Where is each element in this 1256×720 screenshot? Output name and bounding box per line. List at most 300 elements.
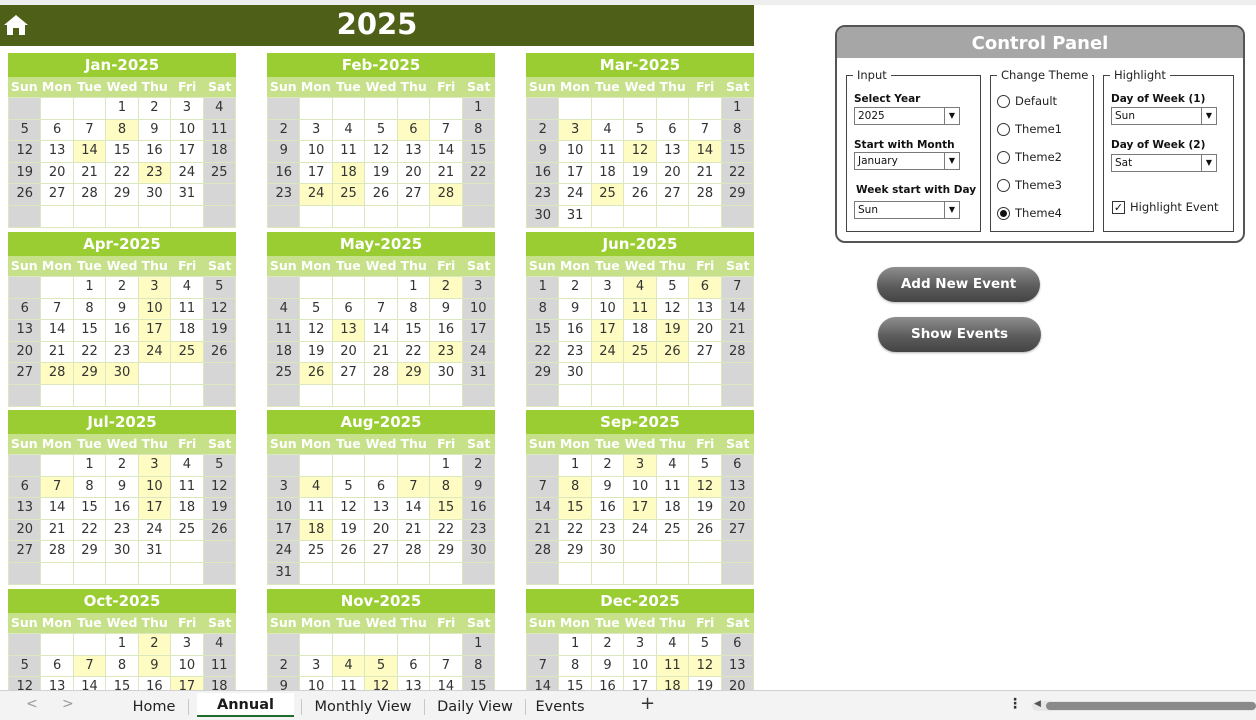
day-cell[interactable]: 26: [300, 363, 332, 385]
empty-day-cell[interactable]: [139, 385, 171, 407]
day-cell[interactable]: 11: [657, 656, 689, 678]
day-cell[interactable]: 13: [689, 299, 721, 321]
day-cell[interactable]: 26: [204, 342, 236, 364]
empty-day-cell[interactable]: [365, 634, 397, 656]
day-cell[interactable]: 6: [9, 477, 41, 499]
day-cell[interactable]: 9: [430, 299, 462, 321]
day-cell[interactable]: 15: [398, 320, 430, 342]
day-cell[interactable]: 11: [624, 299, 656, 321]
day-cell[interactable]: 2: [463, 455, 495, 477]
day-cell[interactable]: 6: [722, 634, 754, 656]
chevron-right-icon[interactable]: >: [62, 696, 74, 712]
day-cell[interactable]: 4: [333, 120, 365, 142]
empty-day-cell[interactable]: [41, 206, 73, 228]
day-cell[interactable]: 17: [624, 498, 656, 520]
empty-day-cell[interactable]: [592, 98, 624, 120]
empty-day-cell[interactable]: [333, 634, 365, 656]
day-cell[interactable]: 23: [268, 184, 300, 206]
day-cell[interactable]: 30: [106, 363, 138, 385]
empty-day-cell[interactable]: [9, 385, 41, 407]
empty-day-cell[interactable]: [41, 634, 73, 656]
empty-day-cell[interactable]: [300, 206, 332, 228]
empty-day-cell[interactable]: [9, 206, 41, 228]
day-cell[interactable]: 11: [268, 320, 300, 342]
empty-day-cell[interactable]: [171, 541, 203, 563]
day-cell[interactable]: 20: [9, 520, 41, 542]
empty-day-cell[interactable]: [592, 563, 624, 585]
day-cell[interactable]: 22: [559, 520, 591, 542]
day-cell[interactable]: 12: [365, 141, 397, 163]
day-cell[interactable]: 1: [463, 98, 495, 120]
day-cell[interactable]: 11: [300, 498, 332, 520]
empty-day-cell[interactable]: [722, 385, 754, 407]
day-cell[interactable]: 26: [657, 342, 689, 364]
empty-day-cell[interactable]: [204, 206, 236, 228]
day-cell[interactable]: 7: [74, 120, 106, 142]
empty-day-cell[interactable]: [204, 184, 236, 206]
day-cell[interactable]: 15: [559, 498, 591, 520]
day-cell[interactable]: 22: [722, 163, 754, 185]
day-cell[interactable]: 24: [171, 163, 203, 185]
day-cell[interactable]: 21: [74, 163, 106, 185]
day-cell[interactable]: 3: [171, 634, 203, 656]
day-cell[interactable]: 12: [365, 677, 397, 690]
empty-day-cell[interactable]: [365, 455, 397, 477]
day-cell[interactable]: 15: [74, 498, 106, 520]
day-cell[interactable]: 9: [139, 656, 171, 678]
day-cell[interactable]: 4: [592, 120, 624, 142]
empty-day-cell[interactable]: [41, 277, 73, 299]
day-cell[interactable]: 10: [171, 656, 203, 678]
empty-day-cell[interactable]: [559, 563, 591, 585]
day-cell[interactable]: 11: [592, 141, 624, 163]
day-cell[interactable]: 20: [657, 163, 689, 185]
empty-day-cell[interactable]: [41, 563, 73, 585]
empty-day-cell[interactable]: [171, 385, 203, 407]
day-cell[interactable]: 19: [624, 163, 656, 185]
day-cell[interactable]: 5: [624, 120, 656, 142]
empty-day-cell[interactable]: [139, 206, 171, 228]
day-cell[interactable]: 26: [9, 184, 41, 206]
day-cell[interactable]: 29: [722, 184, 754, 206]
empty-day-cell[interactable]: [204, 563, 236, 585]
day-cell[interactable]: 31: [171, 184, 203, 206]
empty-day-cell[interactable]: [430, 98, 462, 120]
day-cell[interactable]: 16: [106, 320, 138, 342]
empty-day-cell[interactable]: [74, 98, 106, 120]
empty-day-cell[interactable]: [74, 385, 106, 407]
day-cell[interactable]: 29: [398, 363, 430, 385]
empty-day-cell[interactable]: [398, 206, 430, 228]
empty-day-cell[interactable]: [398, 634, 430, 656]
day-cell[interactable]: 26: [689, 520, 721, 542]
empty-day-cell[interactable]: [204, 363, 236, 385]
day-cell[interactable]: 14: [430, 141, 462, 163]
day-cell[interactable]: 10: [300, 677, 332, 690]
empty-day-cell[interactable]: [300, 634, 332, 656]
day-cell[interactable]: 12: [624, 141, 656, 163]
day-cell[interactable]: 20: [398, 163, 430, 185]
day-cell[interactable]: 23: [430, 342, 462, 364]
day-cell[interactable]: 26: [204, 520, 236, 542]
empty-day-cell[interactable]: [463, 563, 495, 585]
day-cell[interactable]: 28: [41, 363, 73, 385]
empty-day-cell[interactable]: [268, 98, 300, 120]
day-cell[interactable]: 16: [527, 163, 559, 185]
day-cell[interactable]: 30: [592, 541, 624, 563]
day-cell[interactable]: 2: [592, 634, 624, 656]
day-cell[interactable]: 10: [592, 299, 624, 321]
day-cell[interactable]: 14: [689, 141, 721, 163]
day-cell[interactable]: 20: [365, 520, 397, 542]
day-cell[interactable]: 13: [41, 677, 73, 690]
empty-day-cell[interactable]: [527, 385, 559, 407]
day-cell[interactable]: 1: [527, 277, 559, 299]
day-cell[interactable]: 12: [9, 141, 41, 163]
day-cell[interactable]: 5: [657, 277, 689, 299]
day-cell[interactable]: 11: [333, 677, 365, 690]
day-cell[interactable]: 10: [139, 477, 171, 499]
day-cell[interactable]: 16: [106, 498, 138, 520]
day-cell[interactable]: 5: [333, 477, 365, 499]
day-cell[interactable]: 14: [74, 141, 106, 163]
day-cell[interactable]: 28: [398, 541, 430, 563]
day-cell[interactable]: 23: [559, 342, 591, 364]
day-cell[interactable]: 16: [430, 320, 462, 342]
day-cell[interactable]: 23: [592, 520, 624, 542]
day-cell[interactable]: 11: [657, 477, 689, 499]
day-cell[interactable]: 12: [204, 477, 236, 499]
day-cell[interactable]: 4: [657, 455, 689, 477]
day-cell[interactable]: 9: [559, 299, 591, 321]
empty-day-cell[interactable]: [204, 541, 236, 563]
day-cell[interactable]: 3: [463, 277, 495, 299]
empty-day-cell[interactable]: [689, 206, 721, 228]
day-cell[interactable]: 3: [624, 634, 656, 656]
scroll-left-icon[interactable]: ◀: [1034, 699, 1041, 709]
day-cell[interactable]: 3: [624, 455, 656, 477]
day-cell[interactable]: 10: [139, 299, 171, 321]
day-cell[interactable]: 2: [527, 120, 559, 142]
day-cell[interactable]: 16: [139, 677, 171, 690]
day-cell[interactable]: 9: [139, 120, 171, 142]
day-cell[interactable]: 11: [171, 299, 203, 321]
day-cell[interactable]: 14: [74, 677, 106, 690]
day-cell[interactable]: 17: [592, 320, 624, 342]
day-cell[interactable]: 7: [74, 656, 106, 678]
day-cell[interactable]: 25: [171, 520, 203, 542]
day-cell[interactable]: 6: [365, 477, 397, 499]
day-cell[interactable]: 23: [527, 184, 559, 206]
empty-day-cell[interactable]: [527, 634, 559, 656]
day-cell[interactable]: 4: [268, 299, 300, 321]
day-cell[interactable]: 27: [689, 342, 721, 364]
empty-day-cell[interactable]: [9, 634, 41, 656]
empty-day-cell[interactable]: [9, 455, 41, 477]
day-cell[interactable]: 2: [592, 455, 624, 477]
day-cell[interactable]: 6: [657, 120, 689, 142]
show-events-button[interactable]: Show Events: [878, 317, 1041, 352]
empty-day-cell[interactable]: [333, 98, 365, 120]
day-cell[interactable]: 29: [527, 363, 559, 385]
empty-day-cell[interactable]: [41, 98, 73, 120]
day-cell[interactable]: 21: [398, 520, 430, 542]
day-cell[interactable]: 2: [559, 277, 591, 299]
empty-day-cell[interactable]: [333, 206, 365, 228]
select-year-dropdown[interactable]: [854, 107, 960, 125]
day-cell[interactable]: 3: [171, 98, 203, 120]
empty-day-cell[interactable]: [300, 277, 332, 299]
empty-day-cell[interactable]: [657, 206, 689, 228]
day-cell[interactable]: 19: [204, 320, 236, 342]
start-month-dropdown[interactable]: [854, 152, 960, 170]
day-cell[interactable]: 24: [592, 342, 624, 364]
day-cell[interactable]: 22: [463, 163, 495, 185]
day-cell[interactable]: 14: [722, 299, 754, 321]
day-cell[interactable]: 10: [300, 141, 332, 163]
empty-day-cell[interactable]: [722, 541, 754, 563]
day-cell[interactable]: 8: [527, 299, 559, 321]
day-cell[interactable]: 25: [592, 184, 624, 206]
empty-day-cell[interactable]: [171, 206, 203, 228]
day-cell[interactable]: 8: [722, 120, 754, 142]
day-cell[interactable]: 18: [171, 498, 203, 520]
empty-day-cell[interactable]: [365, 385, 397, 407]
empty-day-cell[interactable]: [268, 206, 300, 228]
day-cell[interactable]: 18: [268, 342, 300, 364]
day-cell[interactable]: 7: [527, 477, 559, 499]
day-cell[interactable]: 18: [657, 677, 689, 690]
day-cell[interactable]: 17: [463, 320, 495, 342]
day-cell[interactable]: 4: [333, 656, 365, 678]
day-cell[interactable]: 19: [300, 342, 332, 364]
sheet-tab-monthly-view[interactable]: Monthly View: [314, 699, 412, 715]
day-cell[interactable]: 11: [333, 141, 365, 163]
day-cell[interactable]: 1: [463, 634, 495, 656]
day-cell[interactable]: 24: [268, 541, 300, 563]
day-cell[interactable]: 10: [171, 120, 203, 142]
day-cell[interactable]: 15: [463, 677, 495, 690]
empty-day-cell[interactable]: [624, 206, 656, 228]
day-cell[interactable]: 3: [300, 120, 332, 142]
day-cell[interactable]: 6: [398, 120, 430, 142]
day-cell[interactable]: 29: [430, 541, 462, 563]
day-cell[interactable]: 28: [430, 184, 462, 206]
day-cell[interactable]: 17: [624, 677, 656, 690]
empty-day-cell[interactable]: [592, 363, 624, 385]
day-cell[interactable]: 16: [559, 320, 591, 342]
empty-day-cell[interactable]: [624, 98, 656, 120]
day-cell[interactable]: 5: [689, 455, 721, 477]
empty-day-cell[interactable]: [268, 385, 300, 407]
day-cell[interactable]: 7: [430, 656, 462, 678]
empty-day-cell[interactable]: [398, 455, 430, 477]
day-cell[interactable]: 24: [139, 520, 171, 542]
empty-day-cell[interactable]: [365, 206, 397, 228]
day-cell[interactable]: 4: [300, 477, 332, 499]
empty-day-cell[interactable]: [268, 277, 300, 299]
empty-day-cell[interactable]: [74, 206, 106, 228]
day-cell[interactable]: 9: [592, 656, 624, 678]
day-cell[interactable]: 31: [268, 563, 300, 585]
day-cell[interactable]: 15: [106, 141, 138, 163]
day-cell[interactable]: 13: [41, 141, 73, 163]
day-cell[interactable]: 21: [430, 163, 462, 185]
day-cell[interactable]: 20: [333, 342, 365, 364]
day-cell[interactable]: 1: [559, 634, 591, 656]
day-cell[interactable]: 10: [624, 477, 656, 499]
empty-day-cell[interactable]: [106, 385, 138, 407]
day-cell[interactable]: 5: [689, 634, 721, 656]
empty-day-cell[interactable]: [300, 385, 332, 407]
day-cell[interactable]: 8: [106, 656, 138, 678]
empty-day-cell[interactable]: [139, 563, 171, 585]
empty-day-cell[interactable]: [139, 363, 171, 385]
day-cell[interactable]: 23: [106, 342, 138, 364]
day-cell[interactable]: 3: [139, 277, 171, 299]
empty-day-cell[interactable]: [9, 98, 41, 120]
day-cell[interactable]: 18: [624, 320, 656, 342]
day-cell[interactable]: 2: [139, 98, 171, 120]
day-cell[interactable]: 7: [365, 299, 397, 321]
day-cell[interactable]: 12: [204, 299, 236, 321]
day-cell[interactable]: 27: [365, 541, 397, 563]
day-cell[interactable]: 13: [365, 498, 397, 520]
day-cell[interactable]: 7: [689, 120, 721, 142]
day-cell[interactable]: 19: [333, 520, 365, 542]
empty-day-cell[interactable]: [106, 563, 138, 585]
empty-day-cell[interactable]: [9, 277, 41, 299]
day-cell[interactable]: 6: [9, 299, 41, 321]
day-cell[interactable]: 17: [171, 141, 203, 163]
empty-day-cell[interactable]: [41, 455, 73, 477]
empty-day-cell[interactable]: [689, 385, 721, 407]
empty-day-cell[interactable]: [657, 385, 689, 407]
empty-day-cell[interactable]: [657, 98, 689, 120]
empty-day-cell[interactable]: [300, 563, 332, 585]
day-cell[interactable]: 8: [559, 477, 591, 499]
empty-day-cell[interactable]: [204, 385, 236, 407]
day-cell[interactable]: 16: [139, 141, 171, 163]
day-cell[interactable]: 18: [204, 141, 236, 163]
day-cell[interactable]: 27: [333, 363, 365, 385]
day-cell[interactable]: 6: [41, 120, 73, 142]
empty-day-cell[interactable]: [657, 563, 689, 585]
day-cell[interactable]: 17: [300, 163, 332, 185]
empty-day-cell[interactable]: [365, 98, 397, 120]
dow2-dropdown[interactable]: [1111, 154, 1217, 172]
day-cell[interactable]: 3: [139, 455, 171, 477]
empty-day-cell[interactable]: [689, 563, 721, 585]
day-cell[interactable]: 8: [398, 299, 430, 321]
day-cell[interactable]: 12: [689, 656, 721, 678]
day-cell[interactable]: 24: [559, 184, 591, 206]
more-options-icon[interactable]: ⋮: [1008, 696, 1022, 712]
day-cell[interactable]: 22: [430, 520, 462, 542]
day-cell[interactable]: 17: [171, 677, 203, 690]
empty-day-cell[interactable]: [689, 98, 721, 120]
day-cell[interactable]: 4: [624, 277, 656, 299]
day-cell[interactable]: 1: [722, 98, 754, 120]
day-cell[interactable]: 30: [430, 363, 462, 385]
day-cell[interactable]: 27: [41, 184, 73, 206]
day-cell[interactable]: 2: [106, 455, 138, 477]
day-cell[interactable]: 16: [592, 677, 624, 690]
day-cell[interactable]: 14: [41, 498, 73, 520]
day-cell[interactable]: 28: [722, 342, 754, 364]
day-cell[interactable]: 22: [74, 520, 106, 542]
day-cell[interactable]: 28: [527, 541, 559, 563]
day-cell[interactable]: 2: [430, 277, 462, 299]
day-cell[interactable]: 24: [300, 184, 332, 206]
empty-day-cell[interactable]: [333, 277, 365, 299]
day-cell[interactable]: 16: [592, 498, 624, 520]
day-cell[interactable]: 10: [559, 141, 591, 163]
sheet-tab-annual-view[interactable]: Annual: [197, 693, 294, 717]
day-cell[interactable]: 20: [689, 320, 721, 342]
day-cell[interactable]: 13: [722, 477, 754, 499]
empty-day-cell[interactable]: [106, 206, 138, 228]
empty-day-cell[interactable]: [624, 363, 656, 385]
day-cell[interactable]: 20: [41, 163, 73, 185]
empty-day-cell[interactable]: [430, 563, 462, 585]
day-cell[interactable]: 1: [106, 98, 138, 120]
day-cell[interactable]: 21: [527, 520, 559, 542]
day-cell[interactable]: 23: [463, 520, 495, 542]
day-cell[interactable]: 9: [106, 477, 138, 499]
day-cell[interactable]: 5: [365, 120, 397, 142]
day-cell[interactable]: 31: [559, 206, 591, 228]
empty-day-cell[interactable]: [722, 563, 754, 585]
day-cell[interactable]: 11: [204, 120, 236, 142]
day-cell[interactable]: 20: [9, 342, 41, 364]
day-cell[interactable]: 25: [300, 541, 332, 563]
day-cell[interactable]: 23: [106, 520, 138, 542]
day-cell[interactable]: 16: [463, 498, 495, 520]
day-cell[interactable]: 2: [106, 277, 138, 299]
day-cell[interactable]: 4: [657, 634, 689, 656]
day-cell[interactable]: 25: [657, 520, 689, 542]
day-cell[interactable]: 28: [41, 541, 73, 563]
day-cell[interactable]: 25: [624, 342, 656, 364]
day-cell[interactable]: 14: [527, 677, 559, 690]
day-cell[interactable]: 8: [74, 477, 106, 499]
day-cell[interactable]: 28: [689, 184, 721, 206]
day-cell[interactable]: 9: [268, 677, 300, 690]
empty-day-cell[interactable]: [333, 385, 365, 407]
day-cell[interactable]: 7: [527, 656, 559, 678]
day-cell[interactable]: 18: [333, 163, 365, 185]
day-cell[interactable]: 26: [624, 184, 656, 206]
day-cell[interactable]: 21: [365, 342, 397, 364]
sheet-tab-events[interactable]: Events: [535, 699, 585, 715]
day-cell[interactable]: 6: [398, 656, 430, 678]
day-cell[interactable]: 7: [41, 477, 73, 499]
day-cell[interactable]: 21: [722, 320, 754, 342]
day-cell[interactable]: 29: [106, 184, 138, 206]
day-cell[interactable]: 19: [204, 498, 236, 520]
empty-day-cell[interactable]: [657, 541, 689, 563]
day-cell[interactable]: 15: [722, 141, 754, 163]
day-cell[interactable]: 14: [41, 320, 73, 342]
add-new-event-button[interactable]: Add New Event: [877, 267, 1040, 302]
empty-day-cell[interactable]: [171, 363, 203, 385]
day-cell[interactable]: 11: [171, 477, 203, 499]
sheet-tab-daily-view[interactable]: Daily View: [437, 699, 513, 715]
day-cell[interactable]: 15: [106, 677, 138, 690]
empty-day-cell[interactable]: [624, 541, 656, 563]
empty-day-cell[interactable]: [527, 563, 559, 585]
